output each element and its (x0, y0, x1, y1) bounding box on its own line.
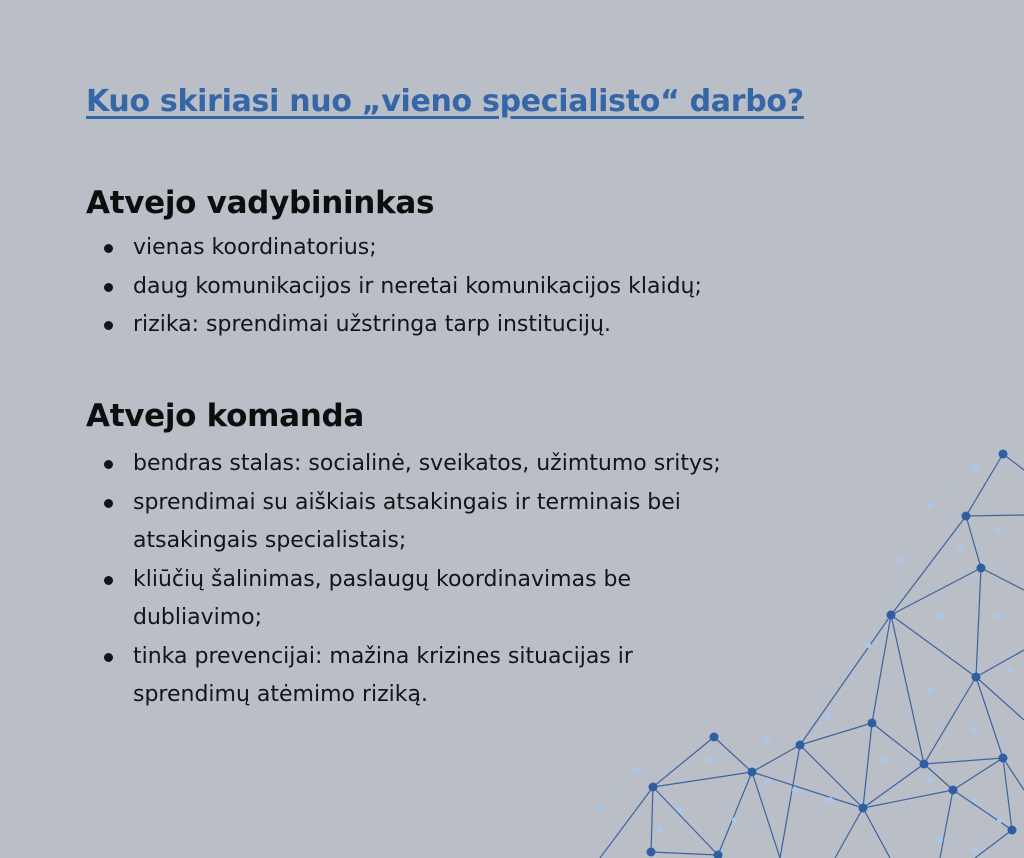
mesh-nodes (647, 450, 1017, 858)
list-item: sprendimai su aiškiais atsakingais ir terminais bei atsakingais specialistais; (0, 484, 800, 561)
bullet-icon (104, 321, 113, 330)
list-item: daug komunikacijos ir neretai komunikacijos klaidų; (0, 268, 800, 307)
bullet-icon (104, 460, 113, 469)
bullet-icon (104, 244, 113, 253)
list-item: bendras stalas: socialinė, sveikatos, užimtumo sritys; (0, 445, 800, 484)
list-item: vienas koordinatorius; (0, 229, 800, 268)
mesh-lines (600, 454, 1024, 858)
bullet-icon (104, 576, 113, 585)
list-item: kliūčių šalinimas, paslaugų koordinavimas be dubliavimo; (0, 561, 800, 638)
network-mesh-graphic (560, 430, 1024, 858)
bullet-list-case-manager (0, 229, 800, 345)
bullet-icon (104, 499, 113, 508)
section-title-case-manager: Atvejo vadybininkas (86, 185, 435, 221)
list-item: tinka prevencijai: mažina krizines situacijas ir sprendimų atėmimo riziką. (0, 638, 800, 715)
list-item: rizika: sprendimai užstringa tarp institucijų. (0, 306, 800, 345)
heading-link[interactable]: Kuo skiriasi nuo „vieno specialisto“ darbo? (86, 84, 804, 119)
bullet-icon (104, 653, 113, 662)
section-title-case-team: Atvejo komanda (86, 398, 365, 434)
bullet-icon (104, 283, 113, 292)
